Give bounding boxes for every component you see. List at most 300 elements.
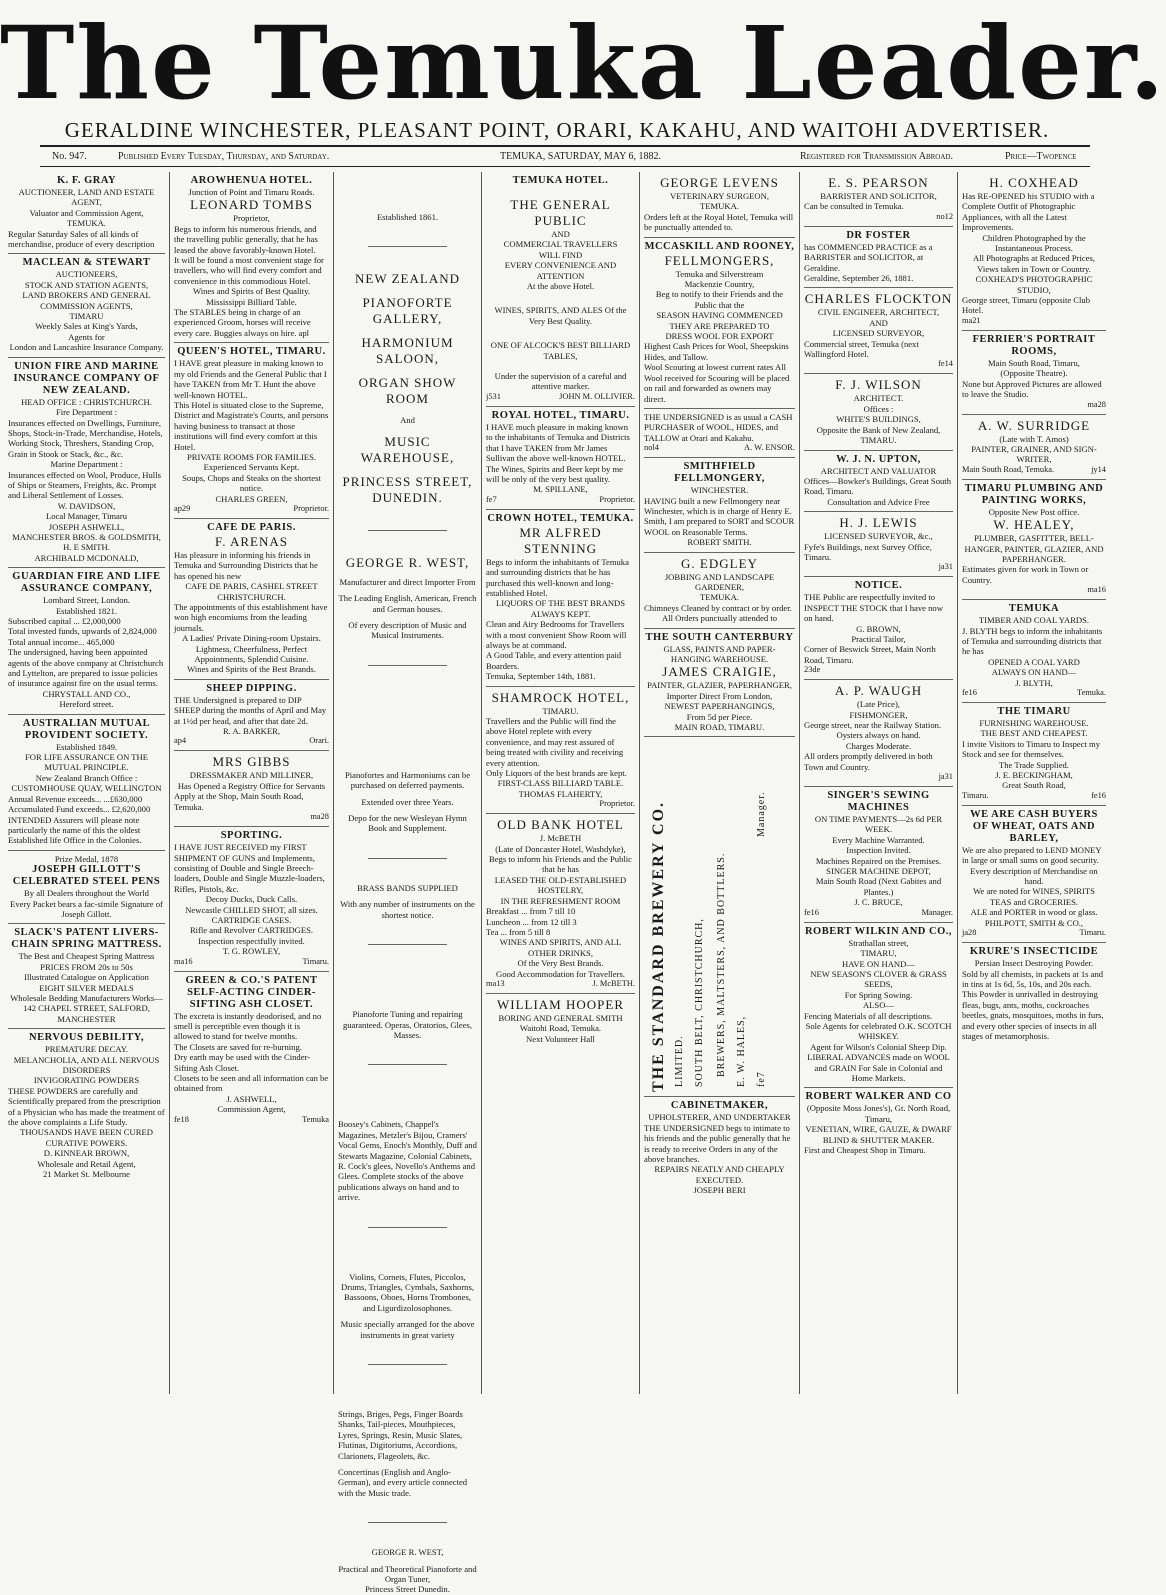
ad-line: Of every description of Music and Musical Instruments. xyxy=(348,620,467,641)
ad-line: The Best and Cheapest Spring Mattress xyxy=(18,951,155,962)
ad-line: BORING AND GENERAL SMITH xyxy=(498,1012,623,1023)
ad-slack-mattress xyxy=(8,924,165,1029)
brewery-name: THE STANDARD BREWERY CO. xyxy=(650,801,667,1093)
ad-charles-flockton xyxy=(804,288,953,374)
ad-line: Wholesale Bedding Manufacturers Works— xyxy=(10,992,163,1003)
column-4 xyxy=(482,172,640,1394)
ad-signature: J. McBETH. xyxy=(592,978,635,988)
ad-line: Wholesale and Retail Agent, xyxy=(37,1158,136,1169)
ad-nervous-debility xyxy=(8,1029,165,1183)
ad-line: The Trade Supplied. xyxy=(999,759,1069,770)
ad-heading: TIMARU PLUMBING AND PAINTING WORKS, xyxy=(964,482,1104,506)
ad-smithfield-fellmongery xyxy=(644,458,795,552)
ad-line: MUSIC WAREHOUSE, xyxy=(360,433,455,465)
ad-line: HARMONIUM SALOON, xyxy=(361,335,454,367)
ad-line: AUCTIONEER, LAND AND ESTATE AGENT, xyxy=(18,187,155,208)
ad-body: None but Approved Pictures are allowed to leave the Studio. xyxy=(962,378,1102,400)
ad-line: Machines Repaired on the Premises. xyxy=(815,855,942,866)
ad-tuning xyxy=(338,1009,477,1040)
ad-line: London and Lancashire Insurance Company. xyxy=(9,342,164,353)
ad-line: REPAIRS NEATLY AND CHEAPLY EXECUTED. xyxy=(654,1164,785,1185)
ad-name: G. EDGLEY xyxy=(681,555,758,571)
ad-line: DRESSMAKER AND MILLINER, xyxy=(189,770,314,781)
ad-body: INTENDED Assurers will please note particularly the name of this the oldest Established life Office in the Colonies. xyxy=(8,814,142,846)
ad-body: Insurances effected on Wool, Produce, Hulls of Ships or Steamers, Freights, &c. Prompt and Liberal Settlement of Losses. xyxy=(8,469,161,501)
ad-line: Of the Very Best Brands. xyxy=(517,958,604,969)
ad-body: We are also prepared to LEND MONEY in large or small sums on good security. xyxy=(962,844,1102,866)
column-5 xyxy=(640,172,800,1394)
ad-line: Music specially arranged for the above instruments in great variety xyxy=(340,1319,475,1340)
ad-g-edgley xyxy=(644,553,795,629)
ad-heading: ROBERT WALKER AND CO xyxy=(805,1091,952,1103)
ad-body: First and Cheapest Shop in Timaru. xyxy=(804,1145,926,1155)
ad-old-bank-hotel xyxy=(486,814,635,994)
ad-line: BRASS BANDS SUPPLIED xyxy=(357,882,458,893)
ad-line: NEWEST PAPERHANGINGS, xyxy=(664,701,775,712)
divider xyxy=(368,1227,447,1228)
ad-body: Only Liquors of the best brands are kept. xyxy=(486,768,627,779)
ad-name: OLD BANK HOTEL xyxy=(497,817,624,833)
ad-line: CIVIL ENGINEER, ARCHITECT, xyxy=(817,307,940,318)
ad-body: Has RE-OPENED his STUDIO with a Complete Outfit of Photographic Appliances, with all the Latest Improvements. xyxy=(962,191,1095,233)
ad-line: Beg to notify to their Friends and the Public that the xyxy=(655,289,784,310)
ad-code: 23de xyxy=(804,665,821,675)
ad-line: Decoy Ducks, Duck Calls. xyxy=(205,894,298,905)
ad-heading: K. F. GRAY xyxy=(56,175,117,186)
ad-line: Temuka and Silverstream xyxy=(675,268,764,279)
ad-standard-brewery xyxy=(644,737,795,1097)
ad-william-hooper xyxy=(486,994,635,1048)
ad-body: I HAVE great pleasure in making known to my old Friends and the General Public that I have TAKEN from Mr T. Hunt the above well-known HOTEL. xyxy=(174,358,327,400)
ad-shamrock-hotel xyxy=(486,687,635,815)
ad-line: A Ladies' Private Dining-room Upstairs. xyxy=(182,633,321,644)
ad-body: I HAVE much pleasure in making known to the inhabitants of Temuka and Districts that I have TAKEN from Mr James Sullivan the above well-known HOTEL. xyxy=(486,421,630,464)
ad-place: Timaru. xyxy=(962,790,989,800)
ad-code: fe14 xyxy=(938,359,953,369)
ad-line: D. KINNEAR BROWN, xyxy=(43,1148,130,1159)
ad-line: ARCHITECT. xyxy=(853,393,904,404)
advertisement-columns xyxy=(4,172,1110,1595)
ad-line: CURATIVE POWERS. xyxy=(45,1137,128,1148)
ad-line: W. DAVIDSON, xyxy=(57,500,116,511)
ad-line: JOSEPH ASHWELL, xyxy=(48,521,125,532)
ad-line: R. A. BARKER, xyxy=(222,726,281,737)
ad-heading: ROYAL HOTEL, TIMARU. xyxy=(491,409,630,421)
ad-krure-insecticide xyxy=(962,943,1106,1045)
ad-heading: QUEEN'S HOTEL, TIMARU. xyxy=(177,346,326,358)
ad-code: ja31 xyxy=(938,562,953,572)
ad-body: Begs to inform the inhabitants of Temuka and surrounding districts that he has purchased this well-known and long-established Hotel. xyxy=(486,556,629,598)
ad-cabinetmaker xyxy=(644,1097,795,1199)
ad-line: Opposite New Post office. xyxy=(988,506,1080,517)
ad-brass-bands xyxy=(338,883,477,920)
ad-instruments xyxy=(338,1272,477,1340)
ad-body: George street, near the Railway Station. xyxy=(804,720,942,730)
ad-body: Temuka, September 14th, 1881. xyxy=(486,671,596,682)
ad-line: Newcastle CHILLED SHOT, all sizes. xyxy=(185,904,318,915)
ad-heading: DR FOSTER xyxy=(846,229,911,241)
column-7 xyxy=(958,172,1110,1394)
ad-line: Agents for xyxy=(68,331,105,342)
column-2 xyxy=(170,172,334,1394)
ad-line: Practical Tailor, xyxy=(851,633,906,644)
issue-date: TEMUKA, SATURDAY, MAY 6, 1882. xyxy=(500,151,661,162)
ad-line: Established 1849. xyxy=(55,741,118,752)
ad-code: ja31 xyxy=(938,772,953,782)
ad-body: HAVING built a new Fellmongery near Winchester, which is in charge of Henry E. Smith, I am prepared to SORT and SCOUR WOOL on Reasonable Terms. xyxy=(644,495,795,537)
ad-body: Regular Saturday Sales of all kinds of merchandise, produce of every description xyxy=(8,228,155,250)
ad-line: By all Dealers throughout the World xyxy=(24,888,149,899)
ad-heading: CABINETMAKER, xyxy=(670,1100,769,1112)
ad-sheep-dipping xyxy=(174,680,329,752)
ad-line: FIRST-CLASS BILLIARD TABLE. xyxy=(497,778,624,789)
ad-line: Pianofortes and Harmoniums can be purchased on deferred payments. xyxy=(344,769,471,791)
ad-body: It will be found a most convenient stage for travellers, who will find every comfort and convenience in this commodious Hotel. xyxy=(174,255,324,286)
column-3 xyxy=(334,172,482,1595)
issue-price: Price—Twopence xyxy=(1005,151,1077,162)
ad-line: Under the supervision of a careful and attentive marker. xyxy=(494,371,627,392)
ad-line: Sole Agents for celebrated O.K. SCOTCH WHISKEY. xyxy=(805,1020,952,1042)
ad-footer xyxy=(962,928,1106,938)
ad-timaru-plumbing xyxy=(962,480,1106,600)
ad-line: Agent for Wilson's Colonial Sheep Dip. xyxy=(810,1041,947,1052)
ad-line: EIGHT SILVER MEDALS xyxy=(39,982,134,993)
brewery-trade: BREWERS, MALTSTERS, AND BOTTLERS. xyxy=(716,853,727,1078)
ad-line: Fire Department : xyxy=(55,407,118,418)
ad-name: GEORGE LEVENS xyxy=(660,175,779,190)
ad-footer xyxy=(962,791,1106,801)
ad-heading: NOTICE. xyxy=(854,580,903,592)
ad-body: Tea ... from 5 till 8 xyxy=(486,926,551,937)
ad-line: J. E. BECKINGHAM, xyxy=(995,770,1073,781)
ad-line: VETERINARY SURGEON, xyxy=(670,191,769,201)
ad-line: PRICES FROM 20s to 50s xyxy=(40,961,133,972)
ad-furnishing-warehouse xyxy=(962,703,1106,806)
ad-line: Waitohi Road, Temuka. xyxy=(519,1023,602,1034)
ad-pearson xyxy=(804,172,953,227)
ad-line: Begs to inform his Friends and the Public that he has xyxy=(489,854,632,875)
ad-code: nol4 xyxy=(644,443,659,453)
ad-line: H. E SMITH. xyxy=(63,542,110,553)
ad-line: Children Photographed by the Instantaneous Process. xyxy=(982,232,1086,254)
ad-name: WILLIAM HOOPER xyxy=(496,996,624,1012)
ad-body: The undersigned, having been appointed agents of the above company at Christchurch and Lyttelton, are prepared to issue policies of insurance against fire on the usual terms. xyxy=(8,647,164,689)
ad-upton xyxy=(804,451,953,513)
ad-heading: AROWHENUA HOTEL. xyxy=(190,175,313,186)
ad-body: Travellers and the Public will find the above Hotel replete with every convenience, and may rest assured of being treated with civility and receiving every attention. xyxy=(486,716,624,768)
ad-body: Can be consulted in Temuka. xyxy=(804,201,904,212)
ad-line: Princess Street Dunedin. xyxy=(365,1584,450,1595)
ad-line: The Leading English, American, French and German houses. xyxy=(338,593,477,614)
ad-code: j531 xyxy=(486,391,501,401)
ad-body: Accumulated Fund exceeds... £2,620,000 xyxy=(8,804,151,815)
ad-line: TEMUKA. xyxy=(67,218,106,229)
ad-guardian-fire xyxy=(8,568,165,714)
ad-maclean-stewart xyxy=(8,254,165,357)
ad-line: THE GENERAL PUBLIC xyxy=(510,197,611,228)
ad-heading: SLACK'S PATENT LIVERS-CHAIN SPRING MATTRESS. xyxy=(11,927,162,951)
ad-footer xyxy=(962,465,1106,475)
divider xyxy=(368,1364,447,1365)
ad-line: PRIVATE ROOMS FOR FAMILIES. xyxy=(186,451,317,462)
ad-strings xyxy=(338,1409,477,1498)
ad-name: E. S. PEARSON xyxy=(828,175,929,190)
ad-line: ON TIME PAYMENTS—2s 6d PER WEEK. xyxy=(814,814,943,835)
ad-place: Timaru. xyxy=(1079,928,1106,938)
ad-line: Mackenzie Country, xyxy=(684,279,755,290)
ad-timber-coal-yards xyxy=(962,600,1106,703)
ad-body: The STABLES being in charge of an experienced Groom, horses will receive every care. Buggies always on hire. apl xyxy=(174,307,311,338)
ad-body: Offices—Bowker's Buildings, Great South Road, Timaru. xyxy=(804,475,951,497)
ad-role: Manager. xyxy=(921,907,953,917)
ad-heading: SHEEP DIPPING. xyxy=(206,682,297,694)
ad-body: Apply at the Shop, Main South Road, Temuka. xyxy=(174,791,304,812)
ad-line: (Opposite Moss Jones's), Gt. North Road, Timaru, xyxy=(806,1103,951,1124)
ad-role: Proprietor. xyxy=(599,799,635,809)
ad-body: THESE POWDERS are carefully and Scientifically prepared from the prescription of a Physician who has made the treatment of the above complaints a Life Study. xyxy=(8,1085,165,1128)
ad-body: The Wines, Spirits and Beer kept by me will be only of the very best quality. xyxy=(486,463,623,484)
ad-heading: KRURE'S INSECTICIDE xyxy=(969,946,1099,958)
ad-heading: THE SOUTH CANTERBURY xyxy=(645,631,794,643)
ad-body: Annual Revenue exceeds... ...£630,000 xyxy=(8,793,143,804)
ad-line: INVIGORATING POWDERS xyxy=(33,1075,140,1086)
ad-line: UPHOLSTERER, AND UNDERTAKER xyxy=(648,1112,791,1123)
ad-line: Wines and Spirits of Best Quality. xyxy=(192,286,310,297)
ad-role: Proprietor. xyxy=(599,494,635,504)
ad-crown-hotel xyxy=(486,510,635,687)
ad-body: Dry earth may be used with the Cinder-Sifting Ash Closet. xyxy=(174,1052,311,1073)
ad-heading: AUSTRALIAN MUTUAL PROVIDENT SOCIETY. xyxy=(22,717,151,741)
ad-green-ash-closet xyxy=(174,972,329,1129)
ad-line: JOBBING AND LANDSCAPE GARDENER, xyxy=(664,571,775,592)
masthead xyxy=(0,0,1166,162)
ad-hj-lewis xyxy=(804,512,953,577)
ad-line: COXHEAD'S PHOTOGRAPHIC STUDIO, xyxy=(975,274,1093,295)
ad-amp-society xyxy=(8,715,165,851)
ad-line: GEORGE R. WEST, xyxy=(371,1547,444,1558)
ad-line: (Late Price), xyxy=(857,699,900,710)
ad-line: ALSO— xyxy=(862,1000,895,1011)
ad-heading: NERVOUS DEBILITY, xyxy=(29,1032,144,1044)
ad-line: PHILPOTT, SMITH & CO., xyxy=(984,917,1084,928)
ad-heading: TEMUKA xyxy=(1008,603,1060,615)
ad-line: OPENED A COAL YARD xyxy=(988,656,1080,667)
ad-line: We are noted for WINES, SPIRITS TEAS and GROCERIES. xyxy=(973,886,1095,907)
ad-line: Offices : xyxy=(863,403,894,414)
ad-body: A Good Table, and every attention paid Boarders. xyxy=(486,650,622,671)
ad-heading: WE ARE CASH BUYERS OF WHEAT, OATS AND BARLEY, xyxy=(970,808,1098,844)
ad-place: Timaru. xyxy=(302,956,329,966)
ad-body: Fyfe's Buildings, next Survey Office, Timaru. xyxy=(804,541,932,562)
ad-code: fe16 xyxy=(1091,790,1106,800)
ad-line: CHRYSTALL AND CO., xyxy=(42,688,131,699)
ad-line: (Late of Doncaster Hotel, Washdyke), xyxy=(495,843,626,854)
ad-line: Lombard Street, London. xyxy=(43,595,130,606)
ad-line: Junction of Point and Timaru Roads. xyxy=(188,187,315,197)
ad-place: Orari. xyxy=(309,736,329,746)
column-1 xyxy=(4,172,170,1394)
ad-line: T. G. ROWLEY, xyxy=(222,946,281,957)
ad-line: MAIN ROAD, TIMARU. xyxy=(674,722,765,733)
ad-line: PIANOFORTE GALLERY, xyxy=(362,295,453,327)
ad-footer xyxy=(804,665,953,675)
ad-line: LIQUORS OF THE BEST BRANDS ALWAYS KEPT. xyxy=(495,598,626,619)
ad-name: MRS GIBBS xyxy=(212,754,291,770)
ad-line: Pianoforte Tuning and repairing guaranteed. Operas, Oratorios, Glees, Masses. xyxy=(342,1009,473,1040)
ad-footer xyxy=(644,443,795,453)
ad-line: J. BLYTH, xyxy=(1015,677,1053,688)
ad-footer xyxy=(174,736,329,746)
ad-line: AUCTIONEERS, xyxy=(55,269,118,280)
ad-line: J. ASHWELL, xyxy=(226,1093,277,1104)
ad-line: Practical and Theoretical Pianoforte and Organ Tuner, xyxy=(338,1563,477,1585)
ad-line: And xyxy=(400,415,415,426)
ad-name: H. J. LEWIS xyxy=(839,515,918,531)
ad-heading: SINGER'S SEWING MACHINES xyxy=(827,790,930,814)
ad-body: Has pleasure in informing his friends in Temuka and Surrounding Districts that he has opened his new xyxy=(174,549,318,581)
brewery-manager-name: E. W. HALES, xyxy=(736,1016,747,1088)
ad-line: PRINCESS STREET, DUNEDIN. xyxy=(342,473,473,505)
ad-line: BARRISTER AND SOLICITOR, xyxy=(820,191,937,201)
publication-schedule: Published Every Tuesday, Thursday, and Saturday. xyxy=(118,151,330,162)
ad-line: SINGER MACHINE DEPOT, xyxy=(826,866,931,877)
ad-name: JAMES CRAIGIE, xyxy=(662,664,777,680)
ad-heading: GREEN & CO.'S PATENT SELF-ACTING CINDER-SIFTING ASH CLOSET. xyxy=(185,974,318,1010)
ad-line: STOCK AND STATION AGENTS, xyxy=(24,279,149,290)
ad-line: IN THE REFRESHMENT ROOM xyxy=(500,895,621,906)
ad-body: THE Undersigned is prepared to DIP SHEEP during the months of April and May at 1½d per head, and after that date 2d. xyxy=(174,694,327,726)
ad-line: CARTRIDGE CASES. xyxy=(211,914,292,925)
ad-line: J. McBETH xyxy=(539,833,582,844)
ad-body: George street, Timaru (opposite Club Hotel. xyxy=(962,295,1091,316)
ad-body: I HAVE JUST RECEIVED my FIRST SHIPMENT OF GUNS and Implements, consisting of Double and Single Breech-loaders, Double and Single Muzzle-loaders, Rifles, Pistols, &c. xyxy=(174,842,325,894)
ad-line: For Spring Sowing. xyxy=(844,989,913,1000)
ad-line: MANCHESTER BROS. & GOLDSMITH, xyxy=(12,531,161,542)
ad-body: Total invested funds, upwards of 2,824,000 xyxy=(8,626,157,637)
ad-signature: JOHN M. OLLIVIER. xyxy=(559,391,635,401)
ad-line: Experienced Servants Kept. xyxy=(203,462,300,473)
newspaper-subtitle: GERALDINE WINCHESTER, PLEASANT POINT, ORARI, KAKAHU, AND WAITOHI ADVERTISER. xyxy=(64,118,1050,142)
ad-line: Violins, Cornets, Flutes, Piccolos, Drums, Triangles, Cymbals, Saxhorns, Bassoons, Oboes, Horns Trombones, and Ligurdizolosophones. xyxy=(341,1271,474,1313)
ad-gillott-pens xyxy=(8,851,165,925)
ad-line: CAFE DE PARIS, CASHEL STREET CHRISTCHURCH. xyxy=(185,581,318,602)
ad-line: Inspection Invited. xyxy=(846,845,911,856)
ad-name: CHARLES FLOCKTON xyxy=(804,291,953,307)
dateline xyxy=(40,145,1090,167)
ad-fj-wilson xyxy=(804,374,953,450)
ad-line: (Late with T. Amos) xyxy=(999,433,1069,444)
ad-line: LIBERAL ADVANCES made on WOOL and GRAIN For Sale in Colonial and Home Markets. xyxy=(807,1052,950,1083)
ad-code: ma16 xyxy=(1087,585,1106,595)
ad-body: Strings, Briges, Pegs, Finger Boards Shanks, Tail-pieces, Mouthpieces, Lyres, Springs, Resin, Music Slates, Flutinas, Digitoriums, Accordions, Clarionets, Flageolets, &c. xyxy=(338,1409,463,1461)
ad-body: Boosey's Cabinets, Chappel's Magazines, Metzler's Bijou, Cramers' Vocal Gems, Enoch's Monthly, Duff and Stewarts Magazine, Colonial Cabinets, R. Cock's glees, Novello's Anthems and Glees. Complete stocks of the above publications always on hand and to arrive. xyxy=(338,1119,477,1203)
ad-line: M. SPILLANE, xyxy=(533,484,588,495)
ad-line: Depo for the new Wesleyan Hymn Book and Supplement. xyxy=(348,813,467,834)
ad-line: TIMARU, xyxy=(860,948,897,959)
ad-line: Commission Agent, xyxy=(217,1104,286,1115)
ad-footer xyxy=(174,812,329,822)
ad-arowhenua-hotel xyxy=(174,172,329,343)
ad-line: WINCHESTER. xyxy=(690,485,749,496)
ad-line: Consultation and Advice Free xyxy=(827,496,930,507)
ad-footer xyxy=(486,392,635,402)
ad-line: Illustrated Catalogue on Application xyxy=(24,972,149,983)
ad-line: ORGAN SHOW ROOM xyxy=(358,375,457,407)
ad-code: ap4 xyxy=(174,736,187,746)
ad-line: With any number of instruments on the shortest notice. xyxy=(340,899,475,920)
ad-temuka-hotel xyxy=(486,172,635,407)
ad-line: Great South Road, xyxy=(1002,780,1066,791)
ad-body: Wool Scouring at lowest current rates All Wool received for Scouring will be placed on rail and forwarded as owners may direct. xyxy=(644,362,790,404)
ad-body: has COMMENCED PRACTICE as a BARRISTER and SOLICITOR, at Geraldine. xyxy=(804,241,933,273)
ad-line: TIMARU xyxy=(69,311,104,322)
ad-line: Importer Direct From London, xyxy=(666,690,773,701)
divider xyxy=(368,1522,447,1523)
ad-line: LICENSED SURVEYOR, &c., xyxy=(824,531,933,542)
ad-body: All orders promptly delivered in both Town and Country. xyxy=(804,751,933,772)
ad-heading: MACLEAN & STEWART xyxy=(22,257,151,269)
ad-body: Concertinas (English and Anglo-German), and every article connected with the Music trade. xyxy=(338,1467,468,1498)
ad-mrs-gibbs xyxy=(174,751,329,827)
ad-line: PLUMBER, GASFITTER, BELL-HANGER, PAINTER, GLAZIER, AND PAPERHANGER. xyxy=(964,533,1104,564)
ad-body: This Hotel is situated close to the Supreme, District and Magistrate's Courts, and persons having business to transact at those institutions will find every comfort at this Hotel. xyxy=(174,399,329,452)
ad-line: (Opposite Theatre). xyxy=(1000,368,1068,379)
ad-cafe-de-paris xyxy=(174,519,329,680)
ad-line: AND xyxy=(551,229,570,239)
ad-body: Commercial street, Temuka (next Wallingford Hotel. xyxy=(804,338,919,360)
ad-heading: UNION FIRE AND MARINE INSURANCE COMPANY OF NEW ZEALAND. xyxy=(13,360,160,396)
brewery-address: SOUTH BELT, CHRISTCHURCH, xyxy=(694,918,705,1088)
ad-line: All Orders punctually attended to xyxy=(661,613,778,624)
ad-line: THE BEST AND CHEAPEST. xyxy=(980,728,1088,739)
ad-code: fe18 xyxy=(174,1114,189,1124)
ad-singer-machines xyxy=(804,787,953,923)
divider xyxy=(368,246,447,247)
ad-place: Temuka. xyxy=(1077,688,1106,697)
ad-body: Luncheon ... from 12 till 3 xyxy=(486,916,577,927)
ad-code: fe16 xyxy=(962,688,977,697)
ad-line: Valuator and Commission Agent, xyxy=(29,207,144,218)
ad-line: WINES, SPIRITS, AND ALES Of the Very Best Quality. xyxy=(494,305,627,326)
ad-heading: GUARDIAN FIRE AND LIFE ASSURANCE COMPANY, xyxy=(12,571,161,595)
ad-line: AND xyxy=(869,317,888,328)
ad-heading: W. J. N. UPTON, xyxy=(836,453,921,465)
ad-heading: SPORTING. xyxy=(220,830,283,842)
ad-footer xyxy=(174,504,329,514)
divider xyxy=(368,665,447,666)
ad-line: GLASS, PAINTS AND PAPER-HANGING WAREHOUSE. xyxy=(663,643,776,664)
ad-robert-wilkin xyxy=(804,923,953,1089)
ad-line: WINES AND SPIRITS, AND ALL OTHER DRINKS, xyxy=(499,937,622,958)
ad-george-levens xyxy=(644,172,795,238)
ad-philpott-smith xyxy=(962,806,1106,943)
ad-heading: MCCASKILL AND ROONEY, xyxy=(644,240,795,252)
ad-body: Breakfast ... from 7 till 10 xyxy=(486,906,576,917)
ad-place: Temuka xyxy=(302,1114,329,1124)
ad-body: The excreta is instantly deodorised, and no smell is perceptible even though it is allowed to stand for twelve months. xyxy=(174,1010,322,1042)
ad-line: ONE OF ALCOCK'S BEST BILLIARD TABLES, xyxy=(490,340,631,361)
ad-line: ROBERT SMITH. xyxy=(687,537,752,548)
ad-line: Hereford street. xyxy=(59,699,114,710)
ad-coxhead xyxy=(962,172,1106,331)
ad-line: Main South Road, Timaru, xyxy=(988,357,1080,368)
ad-line: THEY ARE PREPARED TO xyxy=(669,320,770,331)
ad-line: Wines and Spirits of the Best Brands. xyxy=(187,664,316,675)
ad-body: Chimneys Cleaned by contract or by order. xyxy=(644,602,792,613)
ad-footer xyxy=(174,957,329,967)
ad-line: LAND BROKERS AND GENERAL xyxy=(22,290,151,301)
ad-line: ALE and PORTER in wood or glass. xyxy=(970,907,1098,918)
